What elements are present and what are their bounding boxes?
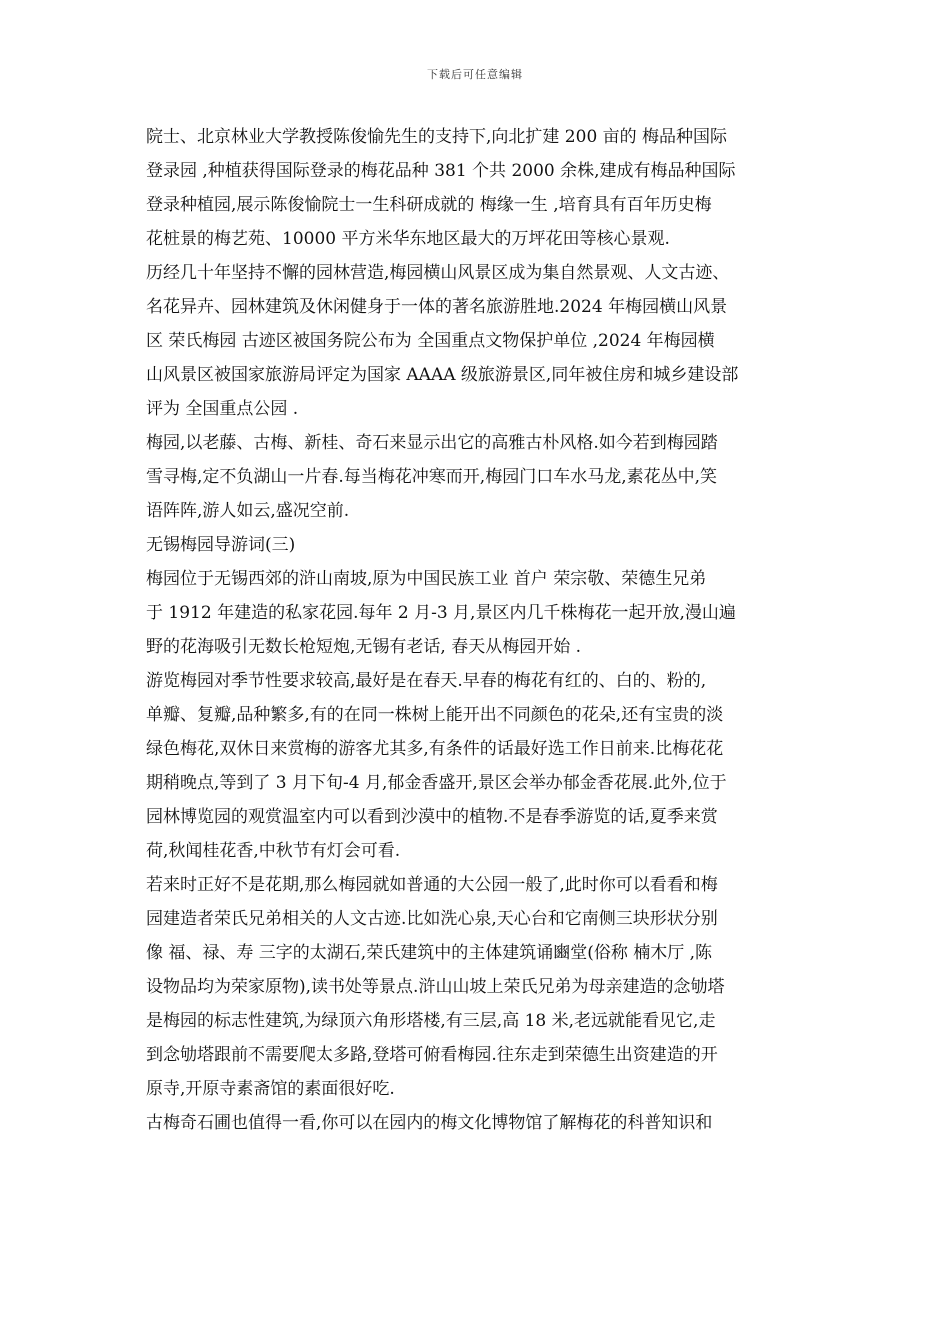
text-line: 雪寻梅,定不负湖山一片春.每当梅花冲寒而开,梅园门口车水马龙,素花丛中,笑 xyxy=(146,467,718,487)
text-line: 到念劬塔跟前不需要爬太多路,登塔可俯看梅园.往东走到荣德生出资建造的开 xyxy=(146,1045,718,1065)
text-line: 原寺,开原寺素斋馆的素面很好吃. xyxy=(146,1079,395,1099)
text-line: 园林博览园的观赏温室内可以看到沙漠中的植物.不是春季游览的话,夏季来赏 xyxy=(146,807,718,827)
text-line: 名花异卉、园林建筑及休闲健身于一体的著名旅游胜地.2024 年梅园横山风景 xyxy=(146,297,728,317)
text-line: 区 荣氏梅园 古迹区被国务院公布为 全国重点文物保护单位 ,2024 年梅园横 xyxy=(146,331,715,351)
text-line: 荷,秋闻桂花香,中秋节有灯会可看. xyxy=(146,841,401,861)
text-line: 语阵阵,游人如云,盛况空前. xyxy=(146,501,350,521)
text-line: 古梅奇石圃也值得一看,你可以在园内的梅文化博物馆了解梅花的科普知识和 xyxy=(146,1113,713,1133)
text-line: 野的花海吸引无数长枪短炮,无锡有老话, 春天从梅园开始 . xyxy=(146,637,582,657)
text-line: 登录园 ,种植获得国际登录的梅花品种 381 个共 2000 余株,建成有梅品种国际 xyxy=(146,161,736,181)
text-line: 评为 全国重点公园 . xyxy=(146,399,299,419)
text-line: 历经几十年坚持不懈的园林营造,梅园横山风景区成为集自然景观、人文古迹、 xyxy=(146,263,730,283)
text-line: 于 1912 年建造的私家花园.每年 2 月-3 月,景区内几千株梅花一起开放,漫山遍 xyxy=(146,603,736,623)
text-line: 游览梅园对季节性要求较高,最好是在春天.早春的梅花有红的、白的、粉的, xyxy=(146,671,707,691)
text-line: 院士、北京林业大学教授陈俊愉先生的支持下,向北扩建 200 亩的 梅品种国际 xyxy=(146,127,728,147)
text-line: 绿色梅花,双休日来赏梅的游客尤其多,有条件的话最好选工作日前来.比梅花花 xyxy=(146,739,724,759)
text-line: 单瓣、复瓣,品种繁多,有的在同一株树上能开出不同颜色的花朵,还有宝贵的淡 xyxy=(146,705,724,725)
text-line: 花桩景的梅艺苑、10000 平方米华东地区最大的万坪花田等核心景观. xyxy=(146,229,670,249)
document-body xyxy=(146,120,814,1140)
text-line: 园建造者荣氏兄弟相关的人文古迹.比如洗心泉,天心台和它南侧三块形状分别 xyxy=(146,909,718,929)
text-line: 登录种植园,展示陈俊愉院士一生科研成就的 梅缘一生 ,培育具有百年历史梅 xyxy=(146,195,712,215)
text-line: 像 福、禄、寿 三字的太湖石,荣氏建筑中的主体建筑诵豳堂(俗称 楠木厅 ,陈 xyxy=(146,943,713,963)
page-header: 下载后可任意编辑 xyxy=(427,68,523,81)
section-heading: 无锡梅园导游词(三) xyxy=(146,535,296,555)
text-line: 梅园,以老藤、古梅、新桂、奇石来显示出它的高雅古朴风格.如今若到梅园踏 xyxy=(146,433,718,453)
text-line: 是梅园的标志性建筑,为绿顶六角形塔楼,有三层,高 18 米,老远就能看见它,走 xyxy=(146,1011,716,1031)
text-line: 山风景区被国家旅游局评定为国家 AAAA 级旅游景区,同年被住房和城乡建设部 xyxy=(146,365,739,385)
text-line: 期稍晚点,等到了 3 月下旬-4 月,郁金香盛开,景区会举办郁金香花展.此外,位于 xyxy=(146,773,727,793)
text-line: 设物品均为荣家原物),读书处等景点.浒山山坡上荣氏兄弟为母亲建造的念劬塔 xyxy=(146,977,725,997)
text-line: 若来时正好不是花期,那么梅园就如普通的大公园一般了,此时你可以看看和梅 xyxy=(146,875,718,895)
text-line: 梅园位于无锡西郊的浒山南坡,原为中国民族工业 首户 荣宗敬、荣德生兄弟 xyxy=(146,569,707,589)
